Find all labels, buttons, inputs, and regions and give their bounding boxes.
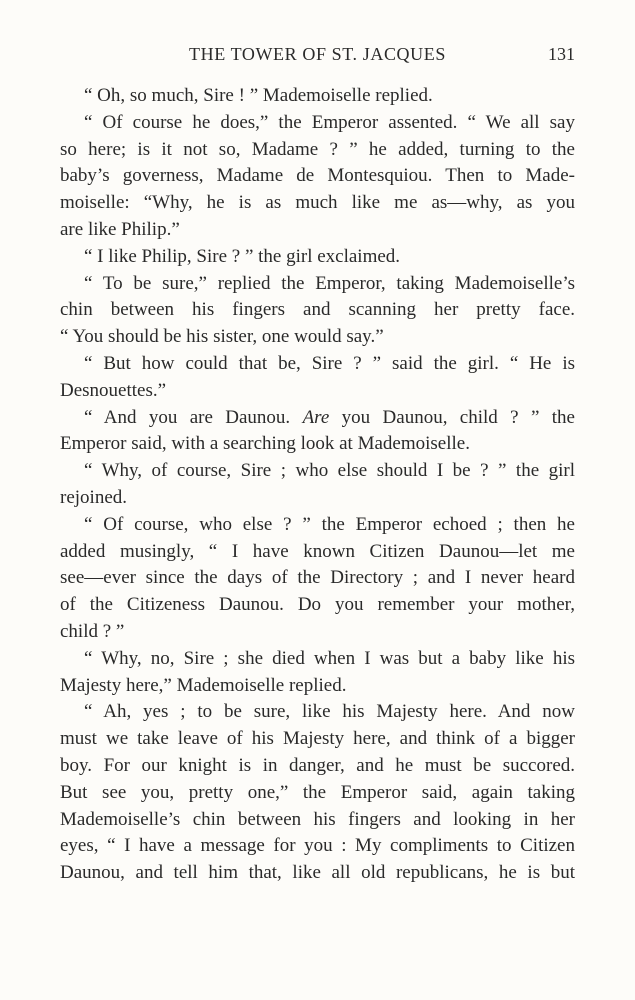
text-line: “ Why, no, Sire ; she died when I was but a baby like his <box>84 647 575 669</box>
text-line: Emperor said, with a searching look at Mademoiselle. <box>60 433 470 455</box>
text-line: added musingly, “ I have known Citizen Daunou—let me <box>60 540 575 562</box>
text-line: “ I like Philip, Sire ? ” the girl exclaimed. <box>84 245 401 267</box>
text-line: must we take leave of his Majesty here, and think of a bigger <box>60 728 575 750</box>
text-line: Daunou, and tell him that, like all old republicans, he is but <box>60 862 575 884</box>
text-line: baby’s governess, Madame de Montesquiou. Then to Made- <box>60 165 575 187</box>
text-line: “ Oh, so much, Sire ! ” Mademoiselle replied. <box>84 85 433 106</box>
text-segment: “ And you are Daunou. <box>84 406 303 428</box>
text-line: “ You should be his sister, one would say.” <box>60 326 384 348</box>
text-line: Desnouettes.” <box>60 379 167 401</box>
text-line: of the Citizeness Daunou. Do you remember your mother, <box>60 594 575 616</box>
text-line: But see you, pretty one,” the Emperor said, again taking <box>60 781 575 803</box>
text-line: boy. For our knight is in danger, and he must be succored. <box>60 754 575 776</box>
text-line: moiselle: “Why, he is as much like me as—why, as you <box>60 192 575 214</box>
running-head <box>60 44 575 68</box>
text-line: “ Ah, yes ; to be sure, like his Majesty here. And now <box>84 701 575 723</box>
text-line: Mademoiselle’s chin between his fingers and looking in her <box>60 808 575 830</box>
text-line: “ Of course, who else ? ” the Emperor echoed ; then he <box>84 513 575 535</box>
text-line: chin between his fingers and scanning her pretty face. <box>60 299 575 321</box>
text-line: are like Philip.” <box>60 218 180 240</box>
page-number: 131 <box>548 44 575 64</box>
text-line: so here; is it not so, Madame ? ” he added, turning to the <box>60 138 575 160</box>
text-line: rejoined. <box>60 486 128 508</box>
text-line: “ To be sure,” replied the Emperor, taking Mademoiselle’s <box>84 272 575 294</box>
italic-word: Are <box>302 406 330 428</box>
text-line: child ? ” <box>60 620 125 642</box>
running-title: THE TOWER OF ST. JACQUES <box>189 44 446 64</box>
text-line: “ But how could that be, Sire ? ” said the girl. “ He is <box>84 352 575 374</box>
text-line: Majesty here,” Mademoiselle replied. <box>60 674 347 696</box>
text-line: “ Of course he does,” the Emperor assented. “ We all say <box>84 111 575 133</box>
text-line: “ Why, of course, Sire ; who else should I be ? ” the girl <box>84 460 575 482</box>
text-segment: you Daunou, child ? ” the <box>329 406 575 428</box>
text-line: see—ever since the days of the Directory ; and I never heard <box>60 567 575 589</box>
body-text <box>60 83 575 887</box>
text-line: eyes, “ I have a message for you : My compliments to Citizen <box>60 835 575 857</box>
text-line <box>60 405 575 432</box>
